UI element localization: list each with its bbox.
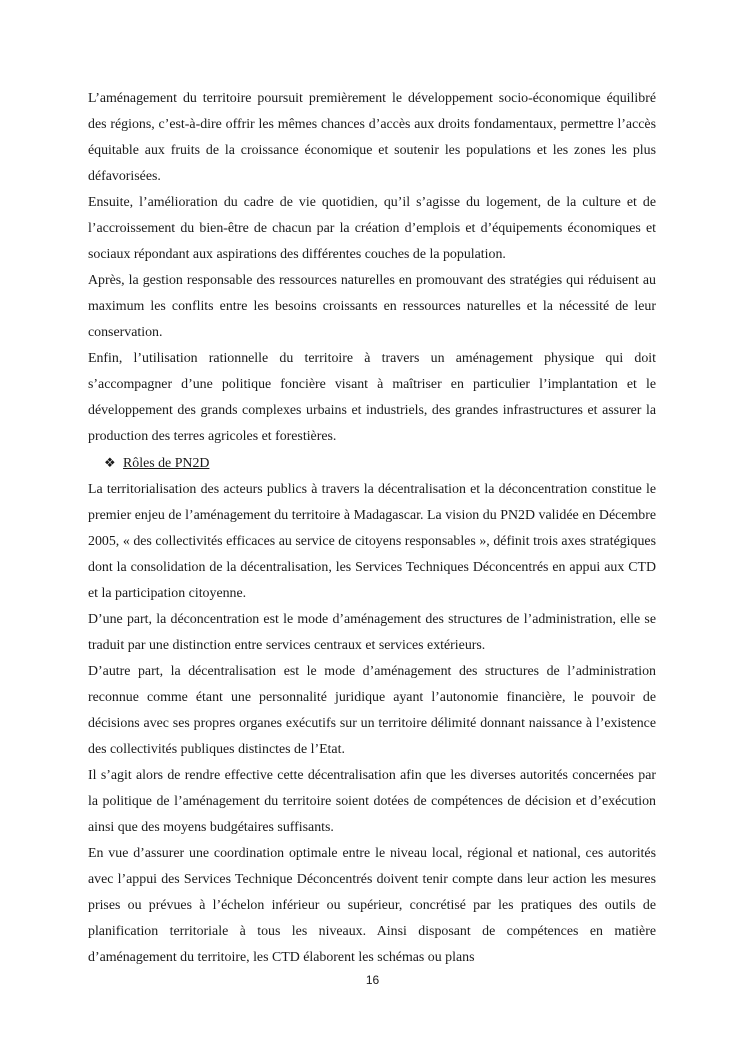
paragraph-utilisation-rationnelle: Enfin, l’utilisation rationnelle du territoire à travers un aménagement physique qui doit s’accompagner d’une politique foncière visant à maîtriser en particulier l’implantation et le développement des grands complexes urbains et industriels, des grandes infrastructures et assurer la production des terres agricoles et forestières. xyxy=(88,351,656,444)
paragraph-ressources-naturelles: Après, la gestion responsable des ressources naturelles en promouvant des stratégies qui réduisent au maximum les conflits entre les besoins croissants en ressources naturelles et la nécessité de leur conservation. xyxy=(88,273,656,340)
paragraph-autorites: Il s’agit alors de rendre effective cette décentralisation afin que les diverses autorités concernées par la politique de l’aménagement du territoire soient dotées de compétences de décision et d’exécution ainsi que des moyens budgétaires suffisants. xyxy=(88,768,656,835)
paragraph-objectives-intro: L’aménagement du territoire poursuit premièrement le développement socio-économique équilibré des régions, c’est-à-dire offrir les mêmes chances d’accès aux droits fondamentaux, permettre l’accès équitable aux fruits de la croissance économique et soutenir les populations et les zones les plus défavorisées. xyxy=(88,91,656,184)
paragraph-territorialisation: La territorialisation des acteurs publics à travers la décentralisation et la déconcentration constitue le premier enjeu de l’aménagement du territoire à Madagascar. La vision du PN2D validée en Décembre 2005, « des collectivités efficaces au service de citoyens responsables », définit trois axes stratégiques dont la consolidation de la décentralisation, les Services Techniques Déconcentrés en appui aux CTD et la participation citoyenne. xyxy=(88,482,656,601)
paragraph-cadre-de-vie: Ensuite, l’amélioration du cadre de vie quotidien, qu’il s’agisse du logement, de la culture et de l’accroissement du bien-être de chacun par la création d’emplois et d’équipements économiques et sociaux répondant aux aspirations des différentes couches de la population. xyxy=(88,195,656,262)
paragraph-coordination: En vue d’assurer une coordination optimale entre le niveau local, régional et national, ces autorités avec l’appui des Services Technique Déconcentrés doivent tenir compte dans leur action les mesures prises ou prévues à l’échelon inférieur ou supérieur, concrétisé par les pratiques des outils de planification territoriale à tous les niveaux. Ainsi disposant de compétences en matière d’aménagement du territoire, les CTD élaborent les schémas ou plans xyxy=(88,846,656,965)
paragraph-decentralisation: D’autre part, la décentralisation est le mode d’aménagement des structures de l’administration reconnue comme étant une personnalité juridique ayant l’autonomie financière, le pouvoir de décisions avec ses propres organes exécutifs sur un territoire délimité donnant naissance à l’existence des collectivités publiques distinctes de l’Etat. xyxy=(88,664,656,757)
diamond-bullet-icon: ❖ xyxy=(104,455,116,470)
section-heading-row xyxy=(88,450,656,477)
document-page xyxy=(88,86,656,971)
section-heading: Rôles de PN2D xyxy=(123,456,210,471)
page-number: 16 xyxy=(365,973,380,987)
paragraph-deconcentration: D’une part, la déconcentration est le mode d’aménagement des structures de l’administration, elle se traduit par une distinction entre services centraux et services extérieurs. xyxy=(88,612,656,653)
